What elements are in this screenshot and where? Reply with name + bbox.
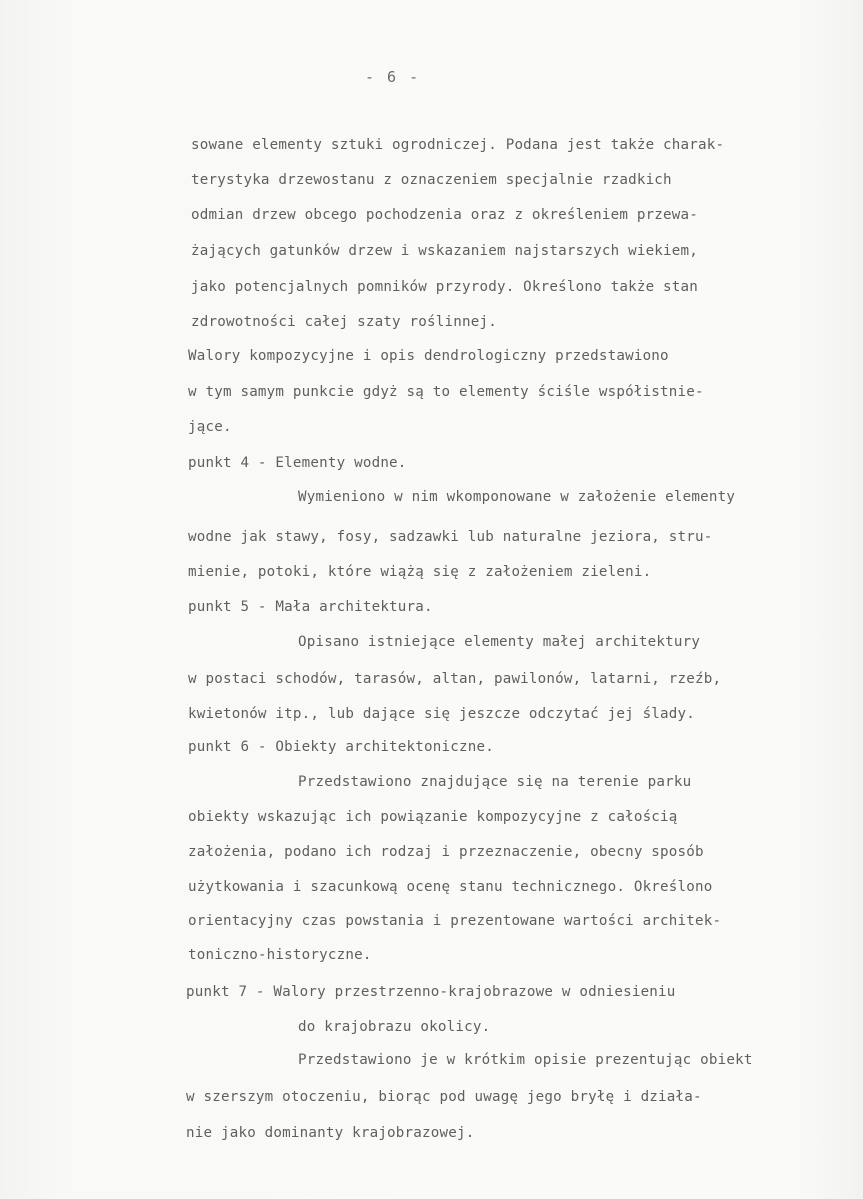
text-line: sowane elementy sztuki ogrodniczej. Podana jest także charak- xyxy=(191,137,725,153)
text-line: obiekty wskazując ich powiązanie kompozycyjne z całością xyxy=(188,809,678,825)
section-heading: punkt 7 - Walory przestrzenno-krajobrazowe w odniesieniu xyxy=(186,984,676,1000)
text-line: wodne jak stawy, fosy, sadzawki lub naturalne jeziora, stru- xyxy=(188,529,713,545)
text-line: użytkowania i szacunkową ocenę stanu technicznego. Określono xyxy=(188,879,713,895)
page-number: - 6 - xyxy=(365,68,421,86)
text-line: nie jako dominanty krajobrazowej. xyxy=(186,1125,475,1141)
text-line: założenia, podano ich rodzaj i przeznaczenie, obecny sposób xyxy=(188,844,704,860)
text-line: kwietonów itp., lub dające się jeszcze odczytać jej ślady. xyxy=(188,706,696,722)
text-line: w szerszym otoczeniu, biorąc pod uwagę jego bryłę i działa- xyxy=(186,1089,702,1105)
text-line: jące. xyxy=(188,419,232,435)
text-line: zdrowotności całej szaty roślinnej. xyxy=(191,314,497,330)
text-line: żających gatunków drzew i wskazaniem najstarszych wiekiem, xyxy=(191,243,699,259)
text-line: toniczno-historyczne. xyxy=(188,947,372,963)
text-line: terystyka drzewostanu z oznaczeniem specjalnie rzadkich xyxy=(191,172,672,188)
text-line: mienie, potoki, które wiążą się z założeniem zieleni. xyxy=(188,564,652,580)
text-line: orientacyjny czas powstania i prezentowane wartości architek- xyxy=(188,913,722,929)
text-line: Wymieniono w nim wkomponowane w założenie elementy xyxy=(298,489,736,505)
text-line: Opisano istniejące elementy małej architektury xyxy=(298,634,701,650)
section-heading-continuation: do krajobrazu okolicy. xyxy=(298,1019,491,1035)
text-line: Przedstawiono znajdujące się na terenie parku xyxy=(298,774,692,790)
section-heading: punkt 6 - Obiekty architektoniczne. xyxy=(188,739,494,755)
section-heading: punkt 4 - Elementy wodne. xyxy=(188,455,407,471)
text-line: odmian drzew obcego pochodzenia oraz z określeniem przewa- xyxy=(191,207,699,223)
text-line: w postaci schodów, tarasów, altan, pawilonów, latarni, rzeźb, xyxy=(188,671,722,687)
text-line: Przedstawiono je w krótkim opisie prezentując obiekt xyxy=(298,1052,753,1068)
text-line: jako potencjalnych pomników przyrody. Określono także stan xyxy=(191,279,699,295)
section-heading: punkt 5 - Mała architektura. xyxy=(188,599,433,615)
text-line: w tym samym punkcie gdyż są to elementy ściśle współistnie- xyxy=(188,384,704,400)
text-line: Walory kompozycyjne i opis dendrologiczny przedstawiono xyxy=(188,348,669,364)
